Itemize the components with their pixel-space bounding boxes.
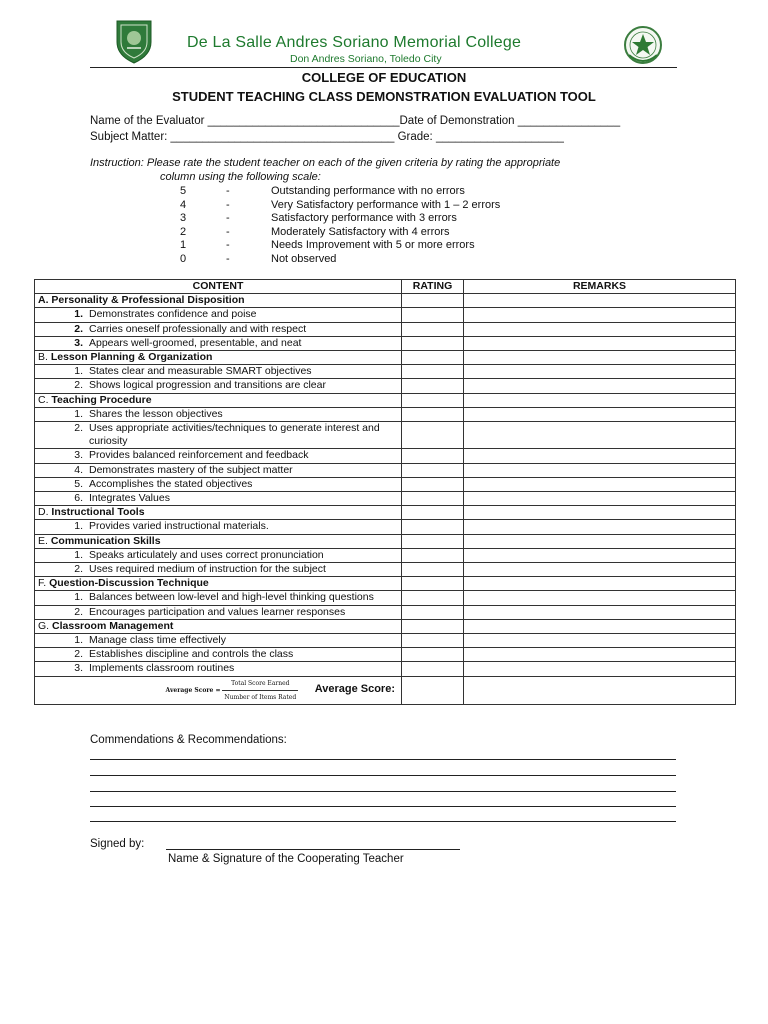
remarks-cell[interactable]: [464, 449, 736, 463]
criterion-row: [35, 365, 736, 379]
section-remarks-cell: [464, 294, 736, 308]
section-title-cell: [35, 534, 402, 548]
rating-cell[interactable]: [402, 379, 464, 393]
criterion-cell: [35, 648, 402, 662]
section-row: [35, 534, 736, 548]
criterion-number: 3.: [74, 662, 83, 675]
rating-cell[interactable]: [402, 477, 464, 491]
formula-numerator: Total Score Earned: [222, 677, 298, 691]
rating-cell[interactable]: [402, 407, 464, 421]
rating-cell[interactable]: [402, 492, 464, 506]
remarks-cell[interactable]: [464, 548, 736, 562]
criterion-row: [35, 591, 736, 605]
criterion-number: 1.: [74, 407, 83, 420]
rating-cell[interactable]: [402, 605, 464, 619]
criterion-number: 2.: [74, 379, 83, 392]
signature-caption: Name & Signature of the Cooperating Teacher: [168, 853, 404, 865]
criterion-cell: [35, 336, 402, 350]
section-title: Lesson Planning & Organization: [50, 351, 213, 364]
remarks-cell[interactable]: [464, 463, 736, 477]
section-remarks-cell: [464, 506, 736, 520]
criterion-cell: [35, 422, 402, 449]
remarks-cell[interactable]: [464, 477, 736, 491]
section-rating-cell: [402, 506, 464, 520]
criterion-text: Integrates Values: [89, 492, 170, 505]
content-header: CONTENT: [35, 280, 402, 294]
section-letter: B.: [38, 351, 48, 364]
criterion-cell: [35, 365, 402, 379]
remarks-cell[interactable]: [464, 605, 736, 619]
criterion-number: 2.: [74, 422, 83, 435]
college-heading: COLLEGE OF EDUCATION: [301, 70, 467, 85]
criterion-cell: [35, 634, 402, 648]
remarks-cell[interactable]: [464, 492, 736, 506]
criterion-text: Demonstrates confidence and poise: [89, 308, 257, 321]
criterion-text: Carries oneself professionally and with respect: [89, 322, 307, 335]
table-header-row: [35, 280, 736, 294]
rating-cell[interactable]: [402, 336, 464, 350]
criterion-text: Provides varied instructional materials.: [89, 520, 269, 533]
rating-cell[interactable]: [402, 422, 464, 449]
section-rating-cell: [402, 393, 464, 407]
section-row: [35, 577, 736, 591]
college-seal-logo: [113, 18, 155, 64]
average-score-row: [35, 676, 736, 704]
criterion-row: [35, 492, 736, 506]
criterion-row: [35, 563, 736, 577]
grade-label: Grade:: [397, 131, 433, 143]
criterion-text: Uses appropriate activities/techniques to generate interest and curiosity: [89, 422, 380, 448]
section-title: Communication Skills: [50, 534, 161, 547]
evaluator-label: Name of the Evaluator: [90, 115, 205, 127]
rating-cell[interactable]: [402, 308, 464, 322]
criterion-number: 6.: [74, 492, 83, 505]
remarks-cell[interactable]: [464, 591, 736, 605]
school-name: De La Salle Andres Soriano Memorial College: [187, 34, 522, 51]
instruction-line-1: [90, 157, 560, 169]
criterion-number: 3.: [74, 336, 83, 349]
section-title-cell: [35, 294, 402, 308]
header-divider: [90, 67, 677, 68]
criterion-text: Uses required medium of instruction for the subject: [89, 563, 326, 576]
criterion-row: [35, 463, 736, 477]
criterion-text: Accomplishes the stated objectives: [89, 477, 253, 490]
criterion-number: 2.: [74, 563, 83, 576]
section-letter: D.: [38, 506, 49, 519]
table-body: [35, 294, 736, 676]
evaluator-field: Name of the Evaluator ______________________________Date of Demonstration ________________: [90, 115, 621, 127]
criterion-number: 4.: [74, 463, 83, 476]
section-letter: C.: [38, 393, 49, 406]
section-title: Teaching Procedure: [51, 393, 152, 406]
remarks-cell[interactable]: [464, 563, 736, 577]
criterion-text: Provides balanced reinforcement and feedback: [89, 449, 309, 462]
criterion-text: Shares the lesson objectives: [89, 407, 223, 420]
criterion-text: Speaks articulately and uses correct pronunciation: [89, 548, 324, 561]
signature-line[interactable]: [166, 849, 460, 850]
criterion-row: [35, 422, 736, 449]
section-rating-cell: [402, 294, 464, 308]
remarks-cell[interactable]: [464, 365, 736, 379]
criterion-cell: [35, 548, 402, 562]
section-remarks-cell: [464, 351, 736, 365]
criterion-cell: [35, 463, 402, 477]
remarks-header: REMARKS: [464, 280, 736, 294]
criterion-text: States clear and measurable SMART objectives: [89, 365, 312, 378]
criterion-cell: [35, 477, 402, 491]
section-title-cell: [35, 351, 402, 365]
section-title: Question-Discussion Technique: [49, 577, 209, 590]
instruction-text: : Please rate the student teacher on each of the given criteria by rating the appropriate: [140, 157, 561, 169]
criterion-number: 5.: [74, 477, 83, 490]
remarks-cell[interactable]: [464, 520, 736, 534]
criterion-number: 1.: [74, 520, 83, 533]
average-score-cell: [35, 676, 402, 704]
section-title: Classroom Management: [52, 619, 174, 632]
criterion-cell: [35, 492, 402, 506]
criterion-cell: [35, 563, 402, 577]
section-title-cell: [35, 506, 402, 520]
date-label: Date of Demonstration: [399, 115, 515, 127]
school-address: Don Andres Soriano, Toledo City: [290, 53, 442, 65]
criterion-row: [35, 449, 736, 463]
section-remarks-cell: [464, 619, 736, 633]
average-formula: [165, 679, 301, 701]
commendations-line[interactable]: [90, 775, 676, 776]
criterion-row: [35, 336, 736, 350]
criterion-text: Encourages participation and values learner responses: [89, 605, 346, 618]
criterion-row: [35, 477, 736, 491]
section-remarks-cell: [464, 577, 736, 591]
criterion-number: 1.: [74, 591, 83, 604]
remarks-cell[interactable]: [464, 648, 736, 662]
criterion-number: 1.: [74, 365, 83, 378]
criterion-number: 2.: [74, 322, 83, 335]
criterion-row: [35, 634, 736, 648]
criterion-row: [35, 520, 736, 534]
criterion-cell: [35, 591, 402, 605]
section-title: Instructional Tools: [51, 506, 145, 519]
remarks-cell[interactable]: [464, 662, 736, 676]
rating-cell[interactable]: [402, 563, 464, 577]
evaluation-table: [34, 279, 736, 705]
rating-cell[interactable]: [402, 322, 464, 336]
section-letter: F.: [38, 577, 47, 590]
signed-by-label: Signed by:: [90, 838, 145, 850]
section-remarks-cell: [464, 534, 736, 548]
rating-header: RATING: [402, 280, 464, 294]
rating-cell[interactable]: [402, 634, 464, 648]
formula-fraction: [222, 677, 298, 704]
subject-label: Subject Matter:: [90, 131, 168, 143]
average-remarks-cell[interactable]: [464, 676, 736, 704]
rating-cell[interactable]: [402, 548, 464, 562]
criterion-cell: [35, 379, 402, 393]
section-row: [35, 506, 736, 520]
remarks-cell[interactable]: [464, 336, 736, 350]
criterion-text: Demonstrates mastery of the subject matter: [89, 463, 293, 476]
remarks-cell[interactable]: [464, 379, 736, 393]
section-letter: G.: [38, 619, 50, 632]
criterion-number: 2.: [74, 605, 83, 618]
section-letter: E.: [38, 534, 48, 547]
section-row: [35, 294, 736, 308]
section-title: Personality & Professional Disposition: [51, 294, 245, 307]
section-rating-cell: [402, 351, 464, 365]
criterion-row: [35, 605, 736, 619]
section-row: [35, 351, 736, 365]
criterion-row: [35, 322, 736, 336]
remarks-cell[interactable]: [464, 634, 736, 648]
rating-cell[interactable]: [402, 449, 464, 463]
criterion-row: [35, 379, 736, 393]
commendations-line[interactable]: [90, 791, 676, 792]
criterion-number: 1.: [74, 548, 83, 561]
criterion-row: [35, 662, 736, 676]
section-rating-cell: [402, 577, 464, 591]
rating-cell[interactable]: [402, 463, 464, 477]
section-rating-cell: [402, 534, 464, 548]
rating-cell[interactable]: [402, 648, 464, 662]
criterion-cell: [35, 407, 402, 421]
criterion-row: [35, 308, 736, 322]
criterion-row: [35, 548, 736, 562]
section-rating-cell: [402, 619, 464, 633]
section-row: [35, 393, 736, 407]
formula-denominator: Number of Items Rated: [224, 693, 297, 701]
section-remarks-cell: [464, 393, 736, 407]
criterion-cell: [35, 662, 402, 676]
criterion-cell: [35, 449, 402, 463]
remarks-cell[interactable]: [464, 407, 736, 421]
criterion-text: Shows logical progression and transitions are clear: [89, 379, 326, 392]
subject-field: Subject Matter: ___________________________________ Grade: ____________________: [90, 131, 564, 143]
section-letter: A.: [38, 294, 49, 307]
remarks-cell[interactable]: [464, 322, 736, 336]
criterion-cell: [35, 322, 402, 336]
remarks-cell[interactable]: [464, 308, 736, 322]
criterion-text: Manage class time effectively: [89, 634, 226, 647]
rating-cell[interactable]: [402, 365, 464, 379]
criterion-cell: [35, 308, 402, 322]
formula-label: Average Score =: [165, 686, 221, 694]
criterion-text: Implements classroom routines: [89, 662, 235, 675]
average-score-label: Average Score:: [314, 682, 395, 695]
criterion-text: Establishes discipline and controls the class: [89, 648, 294, 661]
section-title-cell: [35, 577, 402, 591]
commendations-line[interactable]: [90, 759, 676, 760]
criterion-text: Balances between low-level and high-level thinking questions: [89, 591, 374, 604]
commendations-line[interactable]: [90, 821, 676, 822]
criterion-cell: [35, 520, 402, 534]
commendations-line[interactable]: [90, 806, 676, 807]
rating-cell[interactable]: [402, 591, 464, 605]
form-title: STUDENT TEACHING CLASS DEMONSTRATION EVALUATION TOOL: [172, 89, 596, 104]
instruction-prefix: Instruction: [90, 157, 141, 169]
star-emblem-logo: [621, 25, 665, 65]
commendations-label: Commendations & Recommendations:: [90, 734, 287, 746]
criterion-cell: [35, 605, 402, 619]
rating-cell[interactable]: [402, 662, 464, 676]
criterion-text: Appears well-groomed, presentable, and neat: [89, 336, 302, 349]
section-row: [35, 619, 736, 633]
criterion-number: 1.: [74, 308, 83, 321]
criterion-row: [35, 648, 736, 662]
criterion-number: 1.: [74, 634, 83, 647]
remarks-cell[interactable]: [464, 422, 736, 449]
rating-cell[interactable]: [402, 520, 464, 534]
instruction-line-2: column using the following scale:: [160, 171, 321, 183]
criterion-row: [35, 407, 736, 421]
criterion-number: 3.: [74, 449, 83, 462]
section-title-cell: [35, 393, 402, 407]
criterion-number: 2.: [74, 648, 83, 661]
average-rating-cell[interactable]: [402, 676, 464, 704]
rating-scale: 5 - Outstanding performance with no errors 4 - Very Satisfactory performance with 1 – 2 errors 3 - Satisfactory performance with 3 errors 2 - Moderately Satisfactory with 4 errors 1 - Needs Improvement with 5 or more errors 0 - Not observed: [180, 185, 501, 265]
section-title-cell: [35, 619, 402, 633]
